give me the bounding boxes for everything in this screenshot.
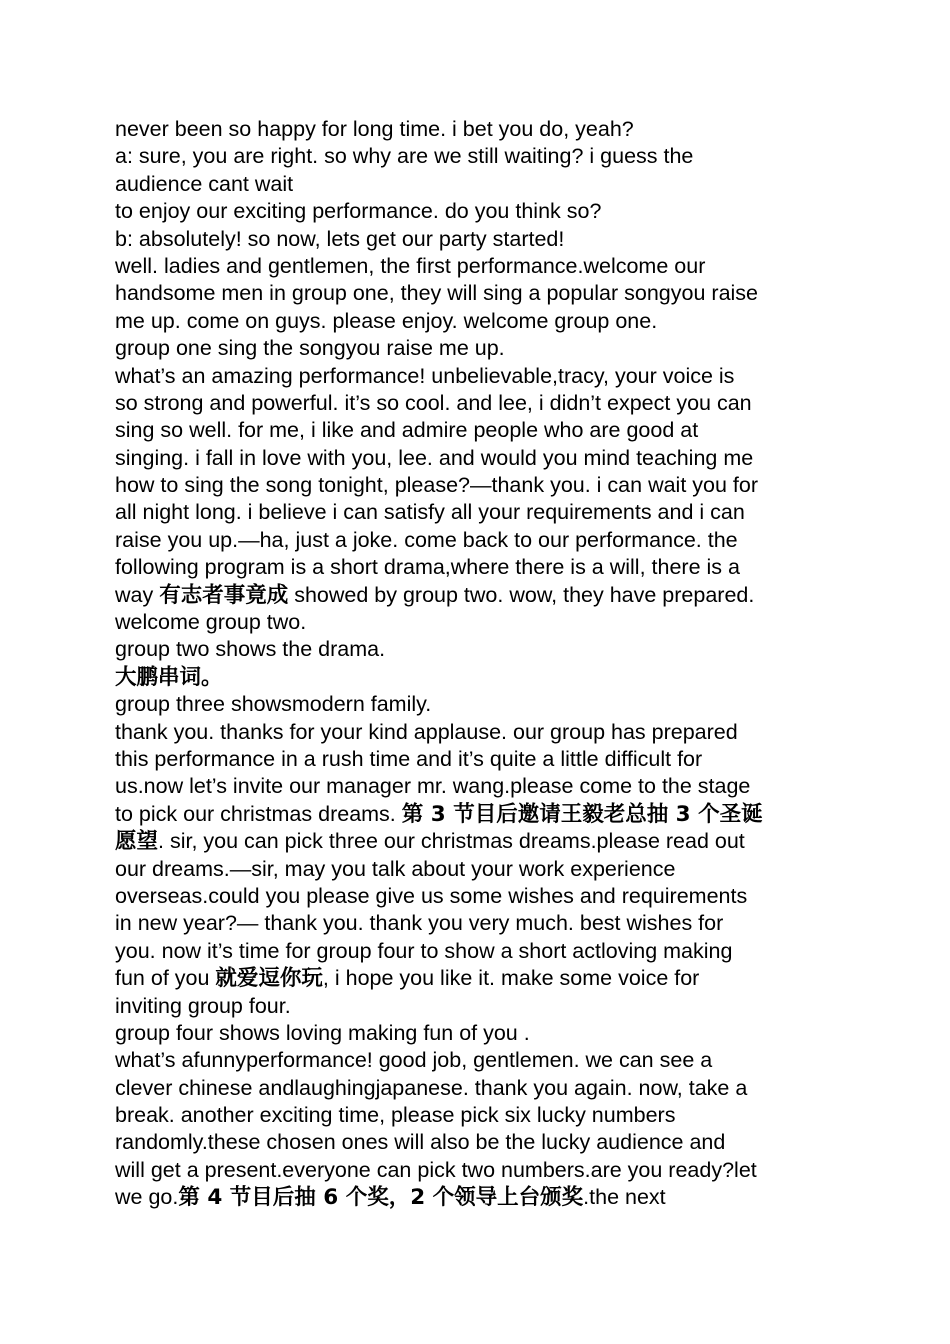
- text-line-1: [115, 116, 845, 143]
- text-segment: will get a present.everyone can pick two numbers.are you ready?let: [115, 1157, 757, 1182]
- text-line-23: [115, 719, 845, 746]
- text-segment: inviting group four.: [115, 993, 291, 1018]
- text-line-12: [115, 417, 845, 444]
- text-line-36: [115, 1075, 845, 1102]
- text-segment: to pick our christmas dreams.: [115, 801, 402, 826]
- text-segment: well. ladies and gentlemen, the first performance.welcome our: [115, 253, 706, 278]
- text-segment: us.now let’s invite our manager mr. wang.please come to the stage: [115, 774, 751, 799]
- text-line-16: [115, 527, 845, 554]
- text-segment: way: [115, 582, 160, 607]
- text-line-11: [115, 390, 845, 417]
- text-segment: following program is a short drama,where there is a will, there is a: [115, 555, 740, 580]
- text-line-17: [115, 554, 845, 581]
- chinese-bold-segment: 第 4 节目后抽 6 个奖，2 个领导上台颁奖: [178, 1185, 584, 1211]
- text-line-22: [115, 691, 845, 718]
- text-line-6: [115, 253, 845, 280]
- text-segment: group four shows loving making fun of you .: [115, 1020, 530, 1045]
- text-segment: so strong and powerful. it’s so cool. and lee, i didn’t expect you can: [115, 390, 752, 415]
- chinese-bold-segment: 第 3 节目后邀请王毅老总抽 3 个圣诞: [401, 801, 763, 827]
- text-line-13: [115, 445, 845, 472]
- chinese-bold-segment: 就爱逗你玩: [215, 966, 323, 992]
- text-line-29: [115, 883, 845, 910]
- text-line-3: [115, 171, 845, 198]
- text-segment: raise you up.—ha, just a joke. come back to our performance. the: [115, 527, 738, 552]
- text-line-40: [115, 1184, 845, 1211]
- text-segment: in new year?— thank you. thank you very much. best wishes for: [115, 911, 724, 936]
- text-segment: , i hope you like it. make some voice for: [322, 966, 700, 991]
- text-line-24: [115, 746, 845, 773]
- text-line-7: [115, 280, 845, 307]
- text-line-27: [115, 828, 845, 855]
- text-line-9: [115, 335, 845, 362]
- text-line-19: [115, 609, 845, 636]
- text-segment: randomly.these chosen ones will also be the lucky audience and: [115, 1130, 726, 1155]
- text-segment: group three showsmodern family.: [115, 692, 432, 717]
- text-line-2: [115, 143, 845, 170]
- text-line-35: [115, 1047, 845, 1074]
- text-line-14: [115, 472, 845, 499]
- text-segment: singing. i fall in love with you, lee. and would you mind teaching me: [115, 445, 754, 470]
- text-segment: we go.: [115, 1185, 179, 1210]
- text-line-37: [115, 1102, 845, 1129]
- text-line-15: [115, 499, 845, 526]
- text-line-39: [115, 1157, 845, 1184]
- text-line-28: [115, 856, 845, 883]
- text-segment: break. another exciting time, please pick six lucky numbers: [115, 1103, 676, 1128]
- text-line-4: [115, 198, 845, 225]
- text-line-38: [115, 1129, 845, 1156]
- text-line-8: [115, 308, 845, 335]
- text-line-34: [115, 1020, 845, 1047]
- text-segment: fun of you: [115, 966, 216, 991]
- text-line-26: [115, 801, 845, 828]
- text-line-5: [115, 226, 845, 253]
- text-segment: what’s afunnyperformance! good job, gentlemen. we can see a: [115, 1048, 713, 1073]
- chinese-bold-segment: 愿望: [115, 829, 159, 855]
- chinese-bold-segment: 大鹏串词。: [115, 664, 223, 690]
- text-segment: overseas.could you please give us some wishes and requirements: [115, 883, 748, 908]
- text-line-33: [115, 993, 845, 1020]
- text-segment: to enjoy our exciting performance. do you think so?: [115, 199, 602, 224]
- text-line-20: [115, 636, 845, 663]
- text-line-18: [115, 582, 845, 609]
- text-line-25: [115, 773, 845, 800]
- text-segment: clever chinese andlaughingjapanese. thank you again. now, take a: [115, 1075, 748, 1100]
- text-segment: me up. come on guys. please enjoy. welcome group one.: [115, 308, 658, 333]
- text-segment: showed by group two. wow, they have prepared.: [288, 582, 755, 607]
- text-segment: this performance in a rush time and it’s quite a little difficult for: [115, 746, 703, 771]
- text-line-30: [115, 910, 845, 937]
- text-segment: you. now it’s time for group four to show a short actloving making: [115, 938, 733, 963]
- text-segment: our dreams.—sir, may you talk about your work experience: [115, 856, 676, 881]
- text-segment: group one sing the songyou raise me up.: [115, 336, 505, 361]
- text-segment: all night long. i believe i can satisfy all your requirements and i can: [115, 500, 745, 525]
- text-segment: what’s an amazing performance! unbelievable,tracy, your voice is: [115, 363, 735, 388]
- text-segment: never been so happy for long time. i bet you do, yeah?: [115, 117, 634, 141]
- text-segment: audience cant wait: [115, 171, 294, 196]
- text-segment: thank you. thanks for your kind applause. our group has prepared: [115, 719, 738, 744]
- text-segment: sing so well. for me, i like and admire people who are good at: [115, 418, 699, 443]
- text-line-32: [115, 965, 845, 992]
- document-page: [115, 116, 845, 1212]
- text-line-21: [115, 664, 845, 691]
- text-segment: group two shows the drama.: [115, 637, 386, 662]
- text-segment: how to sing the song tonight, please?—thank you. i can wait you for: [115, 473, 759, 498]
- text-segment: . sir, you can pick three our christmas dreams.please read out: [158, 829, 745, 854]
- text-segment: handsome men in group one, they will sing a popular songyou raise: [115, 281, 759, 306]
- text-segment: welcome group two.: [115, 610, 307, 635]
- text-line-31: [115, 938, 845, 965]
- text-segment: b: absolutely! so now, lets get our party started!: [115, 226, 565, 251]
- text-line-10: [115, 363, 845, 390]
- text-segment: a: sure, you are right. so why are we still waiting? i guess the: [115, 144, 694, 169]
- chinese-bold-segment: 有志者事竟成: [159, 582, 289, 608]
- text-segment: .the next: [583, 1185, 666, 1210]
